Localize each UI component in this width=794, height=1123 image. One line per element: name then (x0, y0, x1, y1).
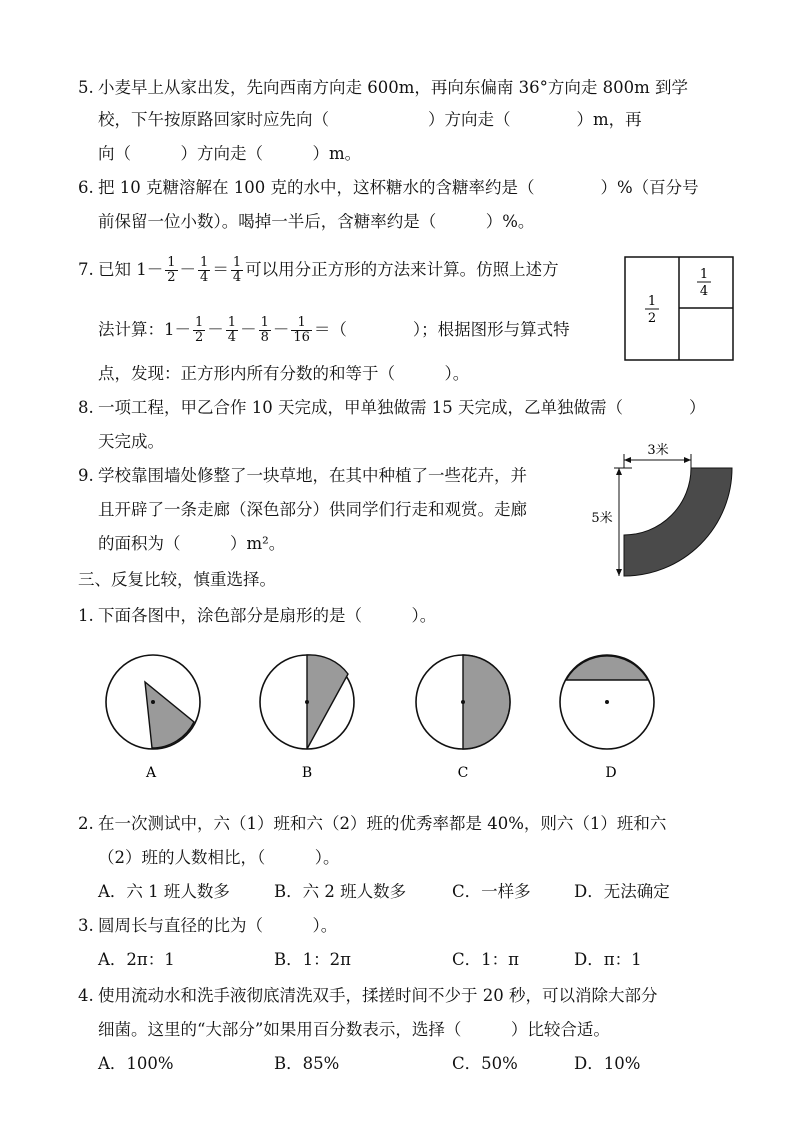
choice-1-line (78, 604, 436, 628)
question-9-line-3: 的面积为（ ）m²。 (98, 534, 286, 553)
question-7-line-1 (78, 256, 559, 285)
question-number: 7. (78, 260, 94, 279)
choice-2-line-1 (78, 812, 666, 836)
question-6-line-1 (78, 176, 699, 200)
choice-4-option-b: B．85% (274, 1054, 340, 1073)
width-arrow-right (684, 457, 691, 463)
minus-sign: － (179, 260, 197, 279)
question-number: 6. (78, 178, 94, 197)
question-text: 可以用分正方形的方法来计算。仿照上述方 (245, 260, 559, 279)
question-text: 小麦早上从家出发，先向西南方向走 600m，再向东偏南 36°方向走 800m 到学 (98, 78, 689, 97)
figure-half-numerator: 1 (647, 294, 657, 309)
question-text: 已知 1－ (98, 260, 164, 279)
width-arrow-left (624, 457, 631, 463)
minus-sign: － (240, 320, 257, 339)
height-arrow-top (616, 468, 622, 475)
choice-3-option-d: D．π：1 (574, 950, 642, 969)
question-number: 8. (78, 398, 94, 417)
option-d-circle (560, 655, 654, 749)
question-text: 下面各图中，涂色部分是扇形的是（ ）。 (98, 606, 437, 625)
fraction-one-quarter: $\frac{1}{4}$ (200, 255, 209, 285)
figure-quarter-numerator: 1 (699, 267, 709, 282)
option-a-label: A (145, 765, 157, 781)
fraction-one-sixteenth: $\frac{1}{16}$ (293, 315, 310, 345)
question-text: 把 10 克糖溶解在 100 克的水中，这杯糖水的含糖率约是（ ）%（百分号 (98, 178, 699, 197)
option-d-label: D (605, 765, 617, 781)
option-c-label: C (457, 765, 469, 781)
question-number: 2. (78, 814, 94, 833)
square-fraction-figure (624, 256, 736, 362)
question-number: 4. (78, 986, 94, 1005)
corridor-figure (586, 440, 736, 580)
figure-half-denominator: 2 (647, 311, 657, 326)
fraction-one-half: $\frac{1}{2}$ (167, 255, 176, 285)
minus-sign: － (207, 320, 224, 339)
question-text: ＝（ ）；根据图形与算式特 (313, 320, 570, 339)
question-5-line-3: 向（ ）方向走（ ）m。 (98, 144, 362, 163)
question-7-line-2 (98, 316, 570, 345)
minus-sign: － (272, 320, 290, 339)
fraction-one-half: $\frac{1}{2}$ (195, 315, 204, 345)
choice-4-option-a: A．100% (98, 1054, 174, 1073)
choice-2-option-a: A．六 1 班人数多 (98, 882, 230, 901)
option-a-circle (106, 655, 200, 749)
question-5-line-1 (78, 76, 688, 100)
choice-3-option-b: B．1：2π (274, 950, 351, 969)
choice-4-line-1 (78, 984, 658, 1008)
choice-2-option-d: D．无法确定 (574, 882, 670, 901)
corridor-shaded-region (624, 468, 732, 576)
figure-quarter-denominator: 4 (699, 284, 709, 299)
choice-4-line-2: 细菌。这里的“大部分”如果用百分数表示，选择（ ）比较合适。 (98, 1020, 610, 1039)
question-number: 3. (78, 916, 94, 935)
choice-3-line (78, 914, 337, 938)
question-8-line-2: 天完成。 (98, 432, 164, 451)
question-6-line-2: 前保留一位小数）。喝掉一半后，含糖率约是（ ）%。 (98, 212, 535, 231)
question-8-line-1 (78, 396, 705, 420)
height-arrow-bottom (616, 569, 622, 576)
question-text: 学校靠围墙处修整了一块草地，在其中种植了一些花卉，并 (98, 466, 527, 485)
question-9-line-1 (78, 464, 527, 488)
width-label: 3米 (647, 443, 669, 458)
section-3-title: 三、反复比较，慎重选择。 (78, 570, 276, 589)
question-number: 9. (78, 466, 94, 485)
choice-3-option-a: A．2π：1 (98, 950, 175, 969)
fraction-one-quarter-result: $\frac{1}{4}$ (232, 255, 242, 285)
question-text: 使用流动水和洗手液彻底清洗双手，揉搓时间不少于 20 秒，可以消除大部分 (98, 986, 658, 1005)
option-c-circle (416, 655, 510, 749)
option-b-label: B (301, 765, 313, 781)
question-text: 在一次测试中，六（1）班和六（2）班的优秀率都是 40%，则六（1）班和六 (98, 814, 667, 833)
choice-3-option-c: C．1：π (452, 950, 519, 969)
choice-2-option-b: B．六 2 班人数多 (274, 882, 407, 901)
choice-2-line-2: （2）班的人数相比，（ ）。 (98, 848, 340, 867)
sector-options-figure (90, 650, 690, 790)
equals-sign: ＝ (212, 260, 229, 279)
question-text: 一项工程，甲乙合作 10 天完成，甲单独做需 15 天完成，乙单独做需（ ） (98, 398, 706, 417)
question-text: 法计算：1－ (98, 320, 191, 339)
question-number: 1. (78, 606, 94, 625)
question-text: 圆周长与直径的比为（ ）。 (98, 916, 338, 935)
question-7-line-3: 点，发现：正方形内所有分数的和等于（ ）。 (98, 364, 470, 383)
choice-2-option-c: C．一样多 (452, 882, 531, 901)
fraction-one-quarter: $\frac{1}{4}$ (227, 315, 237, 345)
question-5-line-2: 校，下午按原路回家时应先向（ ）方向走（ ）m，再 (98, 110, 642, 129)
question-number: 5. (78, 78, 94, 97)
question-9-line-2: 且开辟了一条走廊（深色部分）供同学们行走和观赏。走廊 (98, 500, 527, 519)
option-b-circle (260, 655, 354, 749)
fraction-one-eighth: $\frac{1}{8}$ (260, 315, 269, 345)
choice-4-option-d: D．10% (574, 1054, 641, 1073)
height-label: 5米 (591, 511, 613, 526)
choice-4-option-c: C．50% (452, 1054, 518, 1073)
